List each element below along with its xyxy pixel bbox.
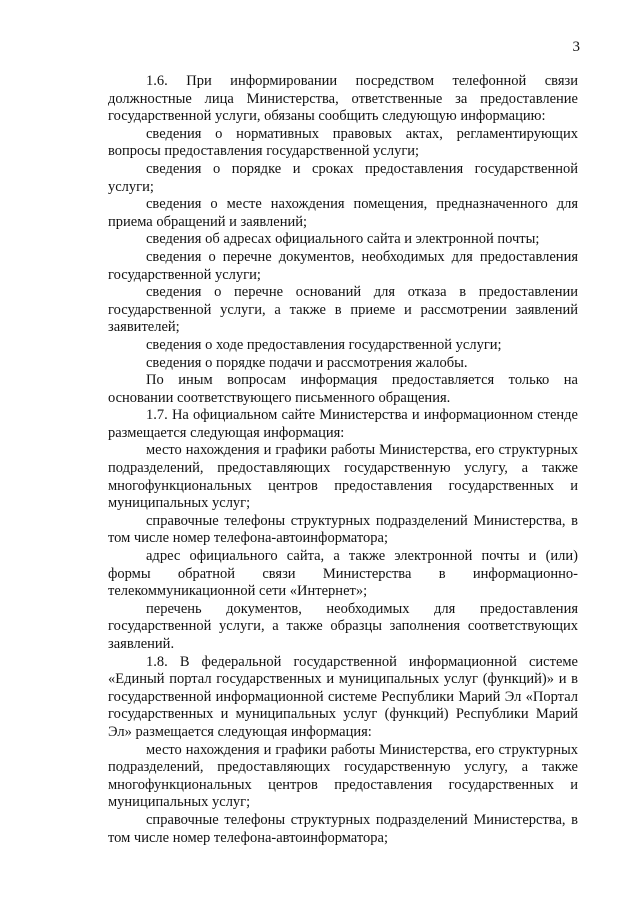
paragraph-order-terms: сведения о порядке и сроках предоставления государственной услуги; (108, 160, 578, 195)
paragraph-required-documents: сведения о перечне документов, необходимых для предоставления государственной услуги; (108, 248, 578, 283)
paragraph-reference-phones: справочные телефоны структурных подразделений Министерства, в том числе номер телефона-автоинформатора; (108, 512, 578, 547)
paragraph-1-6-intro: 1.6. При информировании посредством телефонной связи должностные лица Министерства, ответственные за предоставление государственной услуги, обязаны сообщить следующую информацию: (108, 73, 578, 125)
paragraph-service-progress: сведения о ходе предоставления государственной услуги; (146, 336, 502, 353)
paragraph-location-schedule: место нахождения и графики работы Министерства, его структурных подразделений, предоставляющих государственную услугу, а также многофункциональных центров предоставления государственных и муниципальных услуг; (108, 442, 578, 512)
paragraph-documents-samples: перечень документов, необходимых для предоставления государственной услуги, а также образцы заполнения соответствующих заявлений. (108, 600, 578, 652)
paragraph-complaints: сведения о порядке подачи и рассмотрения жалобы. (146, 354, 468, 371)
page-number: 3 (572, 39, 580, 55)
paragraph-reference-phones-portal: справочные телефоны структурных подразделений Министерства, в том числе номер телефона-автоинформатора; (108, 811, 578, 846)
paragraph-other-questions: По иным вопросам информация предоставляется только на основании соответствующего письменного обращения. (108, 372, 578, 406)
paragraph-refusal-grounds: сведения о перечне оснований для отказа в предоставлении государственной услуги, а также в приеме и рассмотрении заявлений заявителей; (108, 284, 578, 336)
paragraph-website-email: сведения об адресах официального сайта и электронной почты; (146, 231, 540, 248)
document-body (108, 73, 578, 847)
paragraph-location-schedule-portal: место нахождения и графики работы Министерства, его структурных подразделений, предоставляющих государственную услугу, а также многофункциональных центров предоставления государственных и муниципальных услуг; (108, 741, 578, 811)
paragraph-website-feedback: адрес официального сайта, а также электронной почты и (или) формы обратной связи Министерства в информационно-телекоммуникационной сети «Интернет»; (108, 548, 578, 600)
paragraph-premises-location: сведения о месте нахождения помещения, предназначенного для приема обращений и заявлений; (108, 196, 578, 230)
paragraph-1-8-intro: 1.8. В федеральной государственной информационной системе «Единый портал государственных и муниципальных услуг (функций)» и в государственной информационной системе Республики Марий Эл «Портал государственных и муниципальных услуг (функций) Республики Марий Эл» размещается следующая информация: (108, 653, 578, 740)
paragraph-normative-acts: сведения о нормативных правовых актах, регламентирующих вопросы предоставления государственной услуги; (108, 125, 578, 160)
paragraph-1-7-intro: 1.7. На официальном сайте Министерства и информационном стенде размещается следующая информация: (108, 407, 578, 441)
